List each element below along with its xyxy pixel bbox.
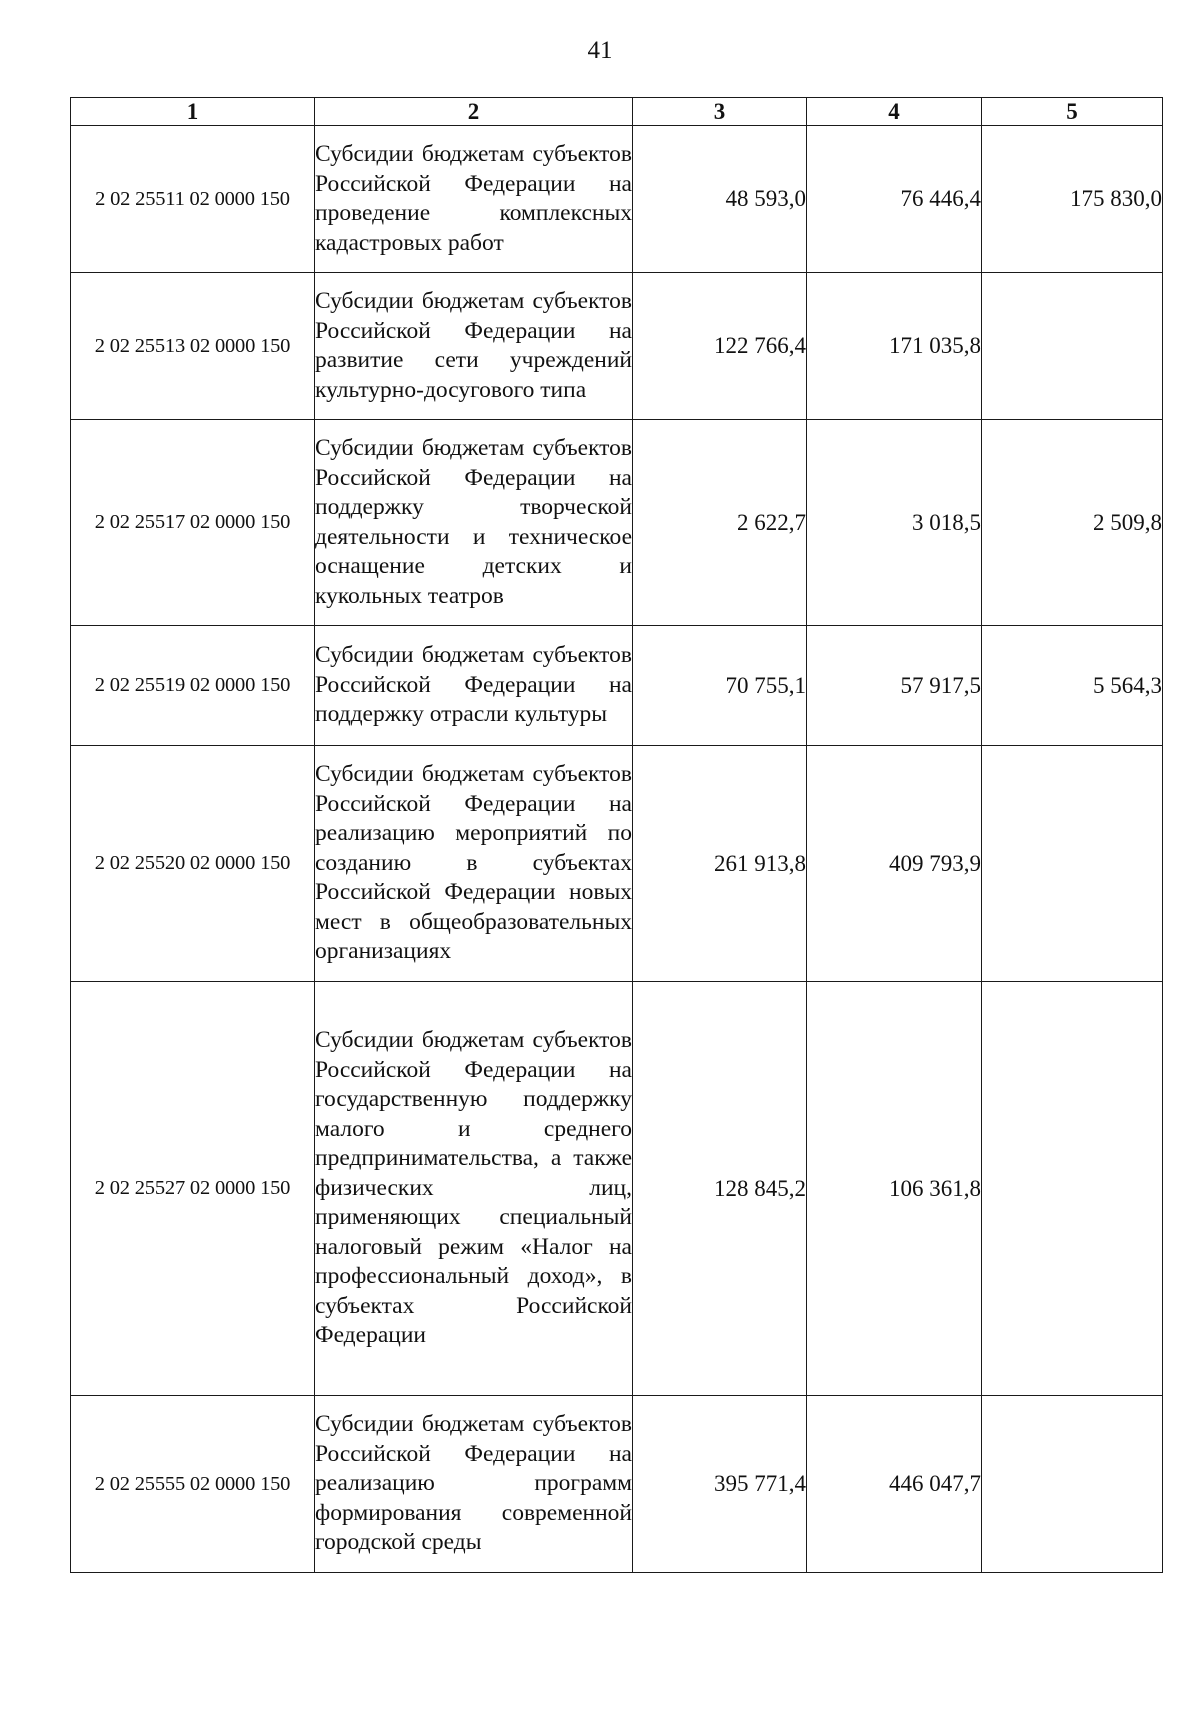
column-4-value: 76 446,4 (807, 126, 982, 273)
subsidy-name-cell: Субсидии бюджетам субъектов Российской Федерации на поддержку отрасли культуры (315, 626, 633, 746)
column-3-value: 70 755,1 (633, 626, 807, 746)
subsidy-name-cell: Субсидии бюджетам субъектов Российской Федерации на проведение комплексных кадастровых работ (315, 126, 633, 273)
page-number: 41 (587, 37, 613, 64)
subsidy-name-cell: Субсидии бюджетам субъектов Российской Федерации на реализацию программ формирования современной городской среды (315, 1396, 633, 1573)
column-5-value (982, 982, 1163, 1396)
column-4-value: 446 047,7 (807, 1396, 982, 1573)
column-header-1: 1 (71, 98, 315, 126)
column-5-value (982, 273, 1163, 420)
column-4-value: 409 793,9 (807, 746, 982, 982)
table-row (71, 982, 1163, 1396)
column-header-5: 5 (982, 98, 1163, 126)
subsidy-name-cell: Субсидии бюджетам субъектов Российской Федерации на реализацию мероприятий по созданию в субъектах Российской Федерации новых мест в общеобразовательных организациях (315, 746, 633, 982)
table-row (71, 746, 1163, 982)
budget-code-cell: 2 02 25513 02 0000 150 (71, 273, 315, 420)
column-5-value (982, 746, 1163, 982)
column-3-value: 122 766,4 (633, 273, 807, 420)
column-header-3: 3 (633, 98, 807, 126)
column-5-value: 2 509,8 (982, 420, 1163, 626)
table-header-row (71, 98, 1163, 126)
column-3-value: 48 593,0 (633, 126, 807, 273)
column-4-value: 171 035,8 (807, 273, 982, 420)
budget-code-cell: 2 02 25519 02 0000 150 (71, 626, 315, 746)
budget-code-cell: 2 02 25520 02 0000 150 (71, 746, 315, 982)
subsidy-name-cell: Субсидии бюджетам субъектов Российской Федерации на поддержку творческой деятельности и техническое оснащение детских и кукольных театров (315, 420, 633, 626)
budget-code-cell: 2 02 25517 02 0000 150 (71, 420, 315, 626)
table-row (71, 126, 1163, 273)
table-row (71, 626, 1163, 746)
column-3-value: 395 771,4 (633, 1396, 807, 1573)
budget-code-cell: 2 02 25555 02 0000 150 (71, 1396, 315, 1573)
column-4-value: 3 018,5 (807, 420, 982, 626)
column-4-value: 106 361,8 (807, 982, 982, 1396)
column-5-value: 175 830,0 (982, 126, 1163, 273)
column-3-value: 261 913,8 (633, 746, 807, 982)
table-row (71, 273, 1163, 420)
budget-table (70, 97, 1163, 1573)
column-5-value: 5 564,3 (982, 626, 1163, 746)
column-header-4: 4 (807, 98, 982, 126)
subsidy-name-cell: Субсидии бюджетам субъектов Российской Федерации на развитие сети учреждений культурно-досугового типа (315, 273, 633, 420)
column-header-2: 2 (315, 98, 633, 126)
column-3-value: 2 622,7 (633, 420, 807, 626)
column-4-value: 57 917,5 (807, 626, 982, 746)
table-row (71, 420, 1163, 626)
column-5-value (982, 1396, 1163, 1573)
subsidy-name-cell: Субсидии бюджетам субъектов Российской Федерации на государственную поддержку малого и среднего предпринимательства, а также физических лиц, применяющих специальный налоговый режим «Налог на профессиональный доход», в субъектах Российской Федерации (315, 982, 633, 1396)
column-3-value: 128 845,2 (633, 982, 807, 1396)
budget-code-cell: 2 02 25511 02 0000 150 (71, 126, 315, 273)
table-row (71, 1396, 1163, 1573)
budget-code-cell: 2 02 25527 02 0000 150 (71, 982, 315, 1396)
